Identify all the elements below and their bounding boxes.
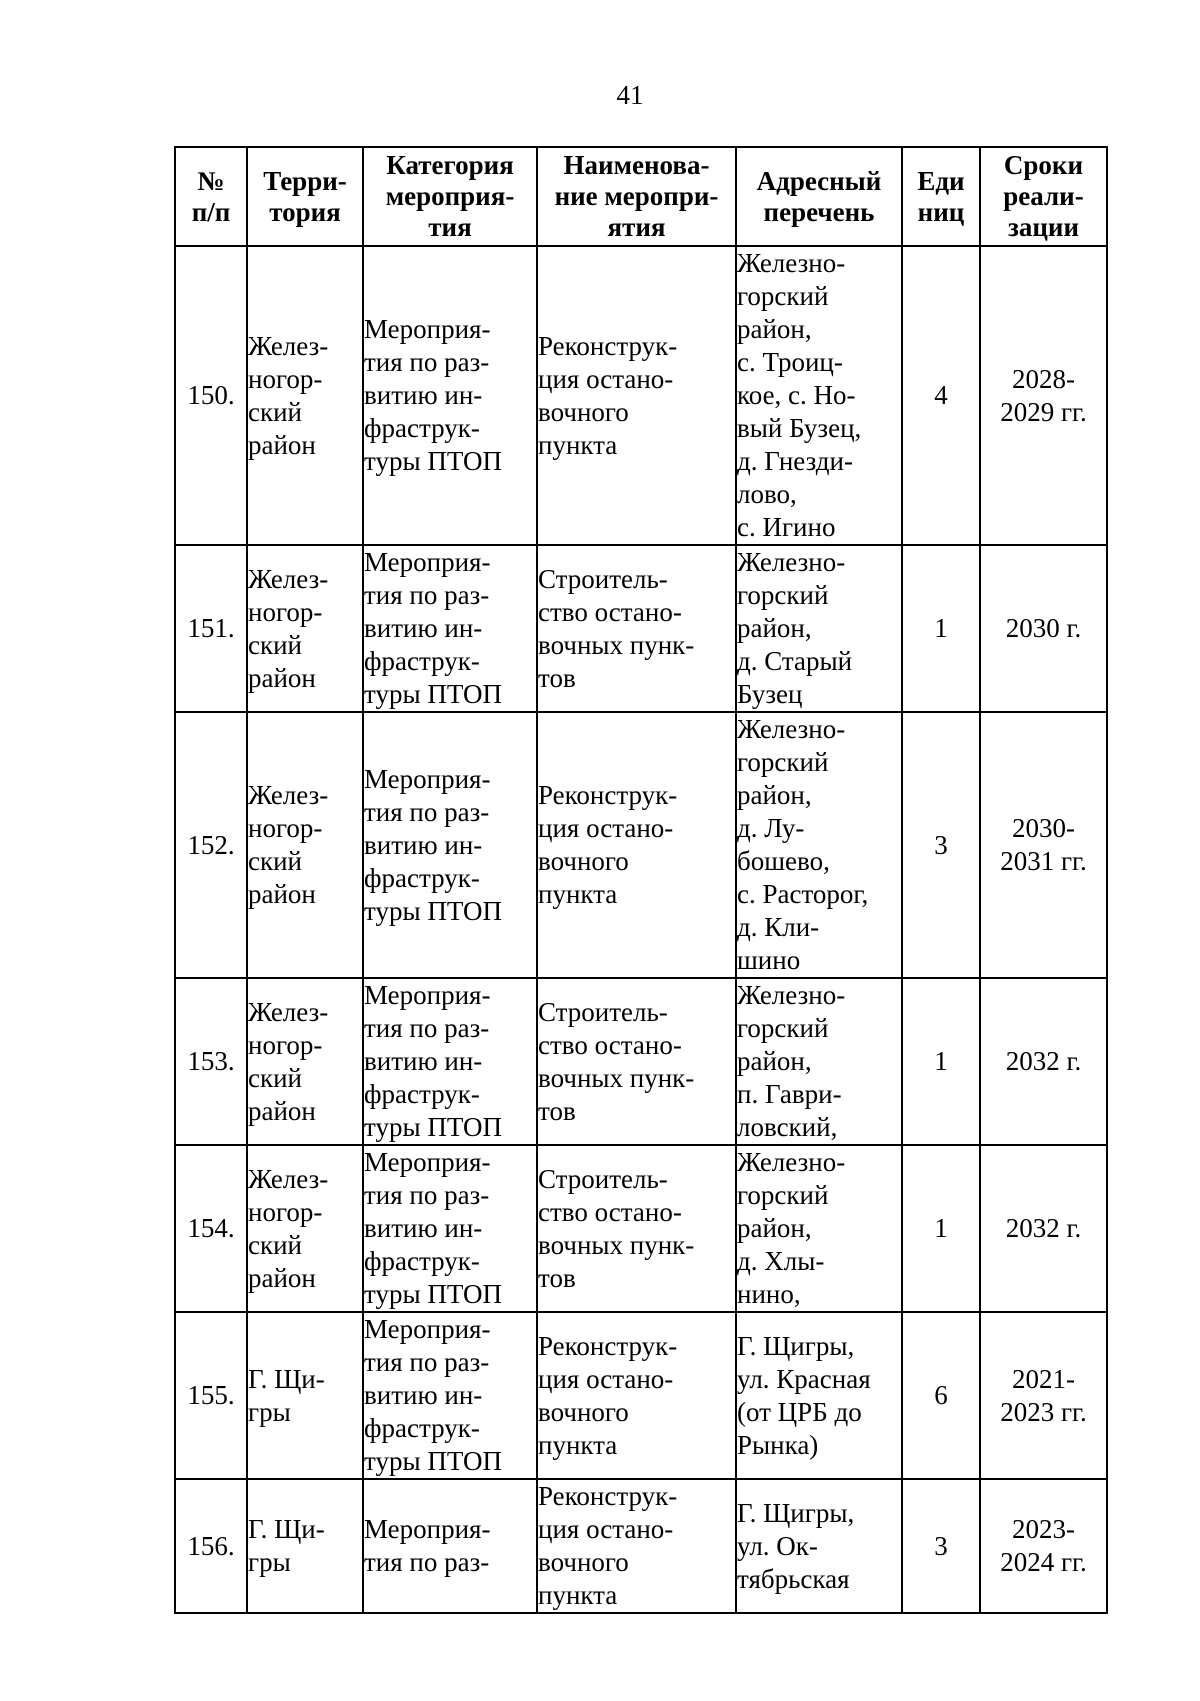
cell-num: 151. [175,545,247,712]
cell-category: Мероприя- тия по раз- [363,1479,537,1613]
cell-category: Мероприя- тия по раз- витию ин- фраструк- туры ПТОП [363,1145,537,1312]
cell-address: Железно- горский район, п. Гаври- ловский, [736,978,902,1145]
cell-category: Мероприя- тия по раз- витию ин- фраструк- туры ПТОП [363,1312,537,1479]
cell-units: 1 [902,1145,980,1312]
cell-num: 152. [175,712,247,978]
cell-units: 3 [902,712,980,978]
table-row [175,978,1107,1145]
cell-num: 156. [175,1479,247,1613]
table-header-row [175,147,1107,246]
header-territory: Терри- тория [247,147,363,246]
table-row [175,246,1107,545]
cell-num: 153. [175,978,247,1145]
cell-term: 2023- 2024 гг. [980,1479,1107,1613]
cell-name: Строитель- ство остано- вочных пунк- тов [537,1145,736,1312]
cell-address: Г. Щигры, ул. Ок- тябрьская [736,1479,902,1613]
cell-territory: Желез- ногор- ский район [247,246,363,545]
cell-category: Мероприя- тия по раз- витию ин- фраструк- туры ПТОП [363,545,537,712]
cell-name: Строитель- ство остано- вочных пунк- тов [537,545,736,712]
header-name: Наименова- ние меропри- ятия [537,147,736,246]
cell-address: Железно- горский район, с. Троиц- кое, с. Но- вый Бузец, д. Гнезди- лово, с. Игино [736,246,902,545]
cell-units: 3 [902,1479,980,1613]
cell-address: Железно- горский район, д. Лу- бошево, с. Расторог, д. Кли- шино [736,712,902,978]
header-num: № п/п [175,147,247,246]
cell-term: 2030- 2031 гг. [980,712,1107,978]
cell-territory: Г. Щи- гры [247,1312,363,1479]
cell-category: Мероприя- тия по раз- витию ин- фраструк- туры ПТОП [363,978,537,1145]
cell-name: Реконструк- ция остано- вочного пункта [537,1479,736,1613]
cell-category: Мероприя- тия по раз- витию ин- фраструк- туры ПТОП [363,246,537,545]
cell-term: 2032 г. [980,978,1107,1145]
cell-name: Реконструк- ция остано- вочного пункта [537,1312,736,1479]
cell-term: 2032 г. [980,1145,1107,1312]
cell-num: 154. [175,1145,247,1312]
cell-address: Железно- горский район, д. Старый Бузец [736,545,902,712]
cell-units: 6 [902,1312,980,1479]
header-units: Еди ниц [902,147,980,246]
table-row [175,1479,1107,1613]
cell-category: Мероприя- тия по раз- витию ин- фраструк- туры ПТОП [363,712,537,978]
table-row [175,1145,1107,1312]
cell-territory: Желез- ногор- ский район [247,545,363,712]
header-address: Адресный перечень [736,147,902,246]
cell-units: 4 [902,246,980,545]
cell-territory: Желез- ногор- ский район [247,978,363,1145]
table-row [175,545,1107,712]
header-term: Сроки реали- зации [980,147,1107,246]
cell-term: 2030 г. [980,545,1107,712]
cell-name: Реконструк- ция остано- вочного пункта [537,246,736,545]
cell-address: Железно- горский район, д. Хлы- нино, [736,1145,902,1312]
cell-territory: Г. Щи- гры [247,1479,363,1613]
cell-address: Г. Щигры, ул. Красная (от ЦРБ до Рынка) [736,1312,902,1479]
header-category: Категория мероприя- тия [363,147,537,246]
cell-num: 150. [175,246,247,545]
cell-name: Строитель- ство остано- вочных пунк- тов [537,978,736,1145]
cell-units: 1 [902,545,980,712]
table-row [175,1312,1107,1479]
cell-num: 155. [175,1312,247,1479]
cell-units: 1 [902,978,980,1145]
cell-territory: Желез- ногор- ский район [247,1145,363,1312]
cell-name: Реконструк- ция остано- вочного пункта [537,712,736,978]
cell-term: 2021- 2023 гг. [980,1312,1107,1479]
cell-term: 2028- 2029 гг. [980,246,1107,545]
page-number: 41 [616,80,644,110]
cell-territory: Желез- ногор- ский район [247,712,363,978]
table-row [175,712,1107,978]
measures-table [174,146,1108,1614]
